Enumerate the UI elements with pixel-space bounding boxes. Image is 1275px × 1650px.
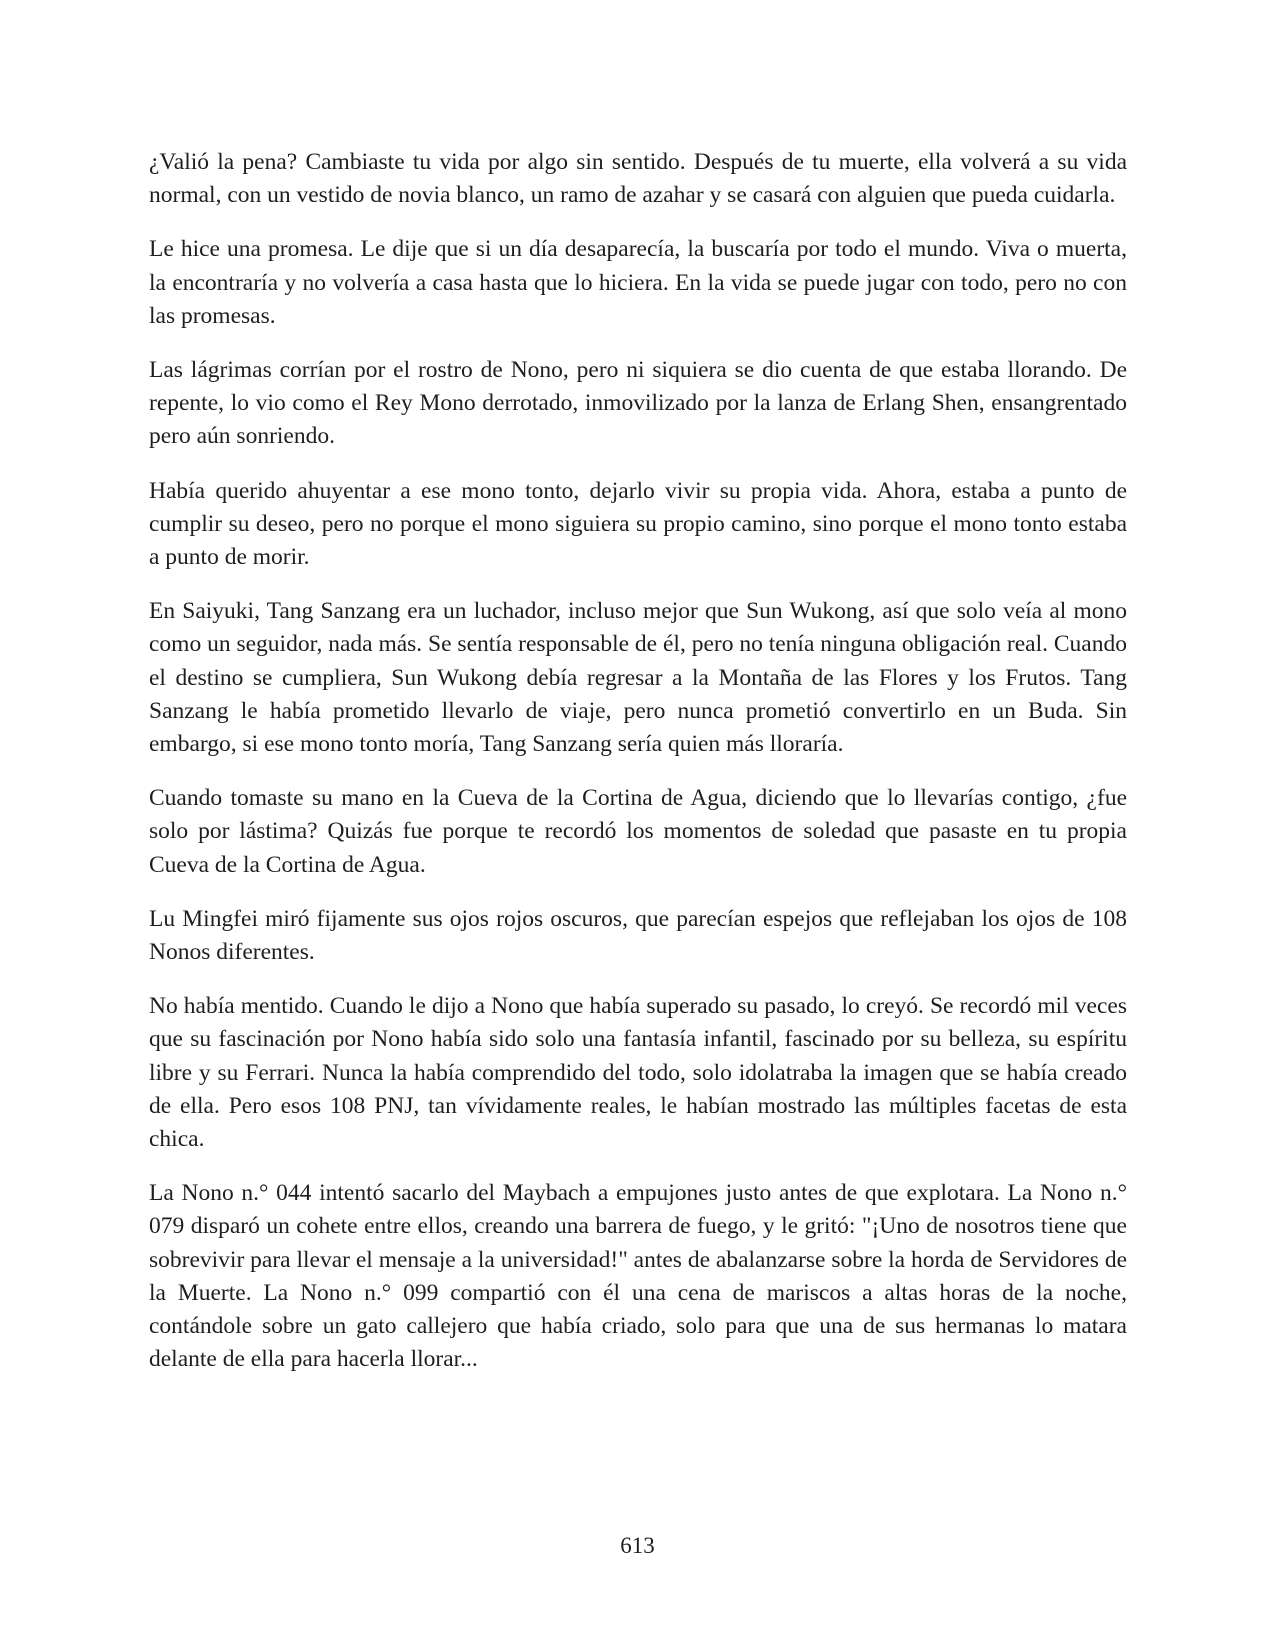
- paragraph-6: Cuando tomaste su mano en la Cueva de la Cortina de Agua, diciendo que lo llevarías contigo, ¿fue solo por lástima? Quizás fue porque te recordó los momentos de soledad que pasaste en tu propia Cueva de la Cortina de Agua.: [149, 785, 1127, 878]
- paragraph-2: Le hice una promesa. Le dije que si un día desaparecía, la buscaría por todo el mundo. Viva o muerta, la encontraría y no volvería a casa hasta que lo hiciera. En la vida se puede jugar con todo, pero no con las promesas.: [149, 236, 1127, 329]
- paragraph-3: Las lágrimas corrían por el rostro de Nono, pero ni siquiera se dio cuenta de que estaba llorando. De repente, lo vio como el Rey Mono derrotado, inmovilizado por la lanza de Erlang Shen, ensangrentado pero aún sonriendo.: [149, 357, 1127, 450]
- paragraph-8: No había mentido. Cuando le dijo a Nono que había superado su pasado, lo creyó. Se recordó mil veces que su fascinación por Nono había sido solo una fantasía infantil, fascinado por su belleza, su espíritu libre y su Ferrari. Nunca la había comprendido del todo, solo idolatraba la imagen que se había creado de ella. Pero esos 108 PNJ, tan vívidamente reales, le habían mostrado las múltiples facetas de esta chica.: [149, 993, 1127, 1153]
- body-text: [149, 146, 1127, 1398]
- paragraph-7: Lu Mingfei miró fijamente sus ojos rojos oscuros, que parecían espejos que reflejaban los ojos de 108 Nonos diferentes.: [149, 905, 1127, 966]
- paragraph-4: Había querido ahuyentar a ese mono tonto, dejarlo vivir su propia vida. Ahora, estaba a punto de cumplir su deseo, pero no porque el mono siguiera su propio camino, sino porque el mono tonto estaba a punto de morir.: [149, 477, 1127, 571]
- page-number: 613: [620, 1533, 655, 1558]
- paragraph-5: En Saiyuki, Tang Sanzang era un luchador, incluso mejor que Sun Wukong, así que solo veía al mono como un seguidor, nada más. Se sentía responsable de él, pero no tenía ninguna obligación real. Cuando el destino se cumpliera, Sun Wukong debía regresar a la Montaña de las Flores y los Frutos. Tang Sanzang le había prometido llevarlo de viaje, pero nunca prometió convertirlo en un Buda. Sin embargo, si ese mono tonto moría, Tang Sanzang sería quien más lloraría.: [149, 598, 1127, 758]
- paragraph-9: La Nono n.° 044 intentó sacarlo del Maybach a empujones justo antes de que explotara. La Nono n.° 079 disparó un cohete entre ellos, creando una barrera de fuego, y le gritó: "¡Uno de nosotros tiene que sobrevivir para llevar el mensaje a la universidad!" antes de abalanzarse sobre la horda de Servidores de la Muerte. La Nono n.° 099 compartió con él una cena de mariscos a altas horas de la noche, contándole sobre un gato callejero que había criado, solo para que una de sus hermanas lo matara delante de ella para hacerla llorar...: [149, 1180, 1127, 1373]
- paragraph-1: ¿Valió la pena? Cambiaste tu vida por algo sin sentido. Después de tu muerte, ella volverá a su vida normal, con un vestido de novia blanco, un ramo de azahar y se casará con alguien que pueda cuidarla.: [149, 149, 1127, 209]
